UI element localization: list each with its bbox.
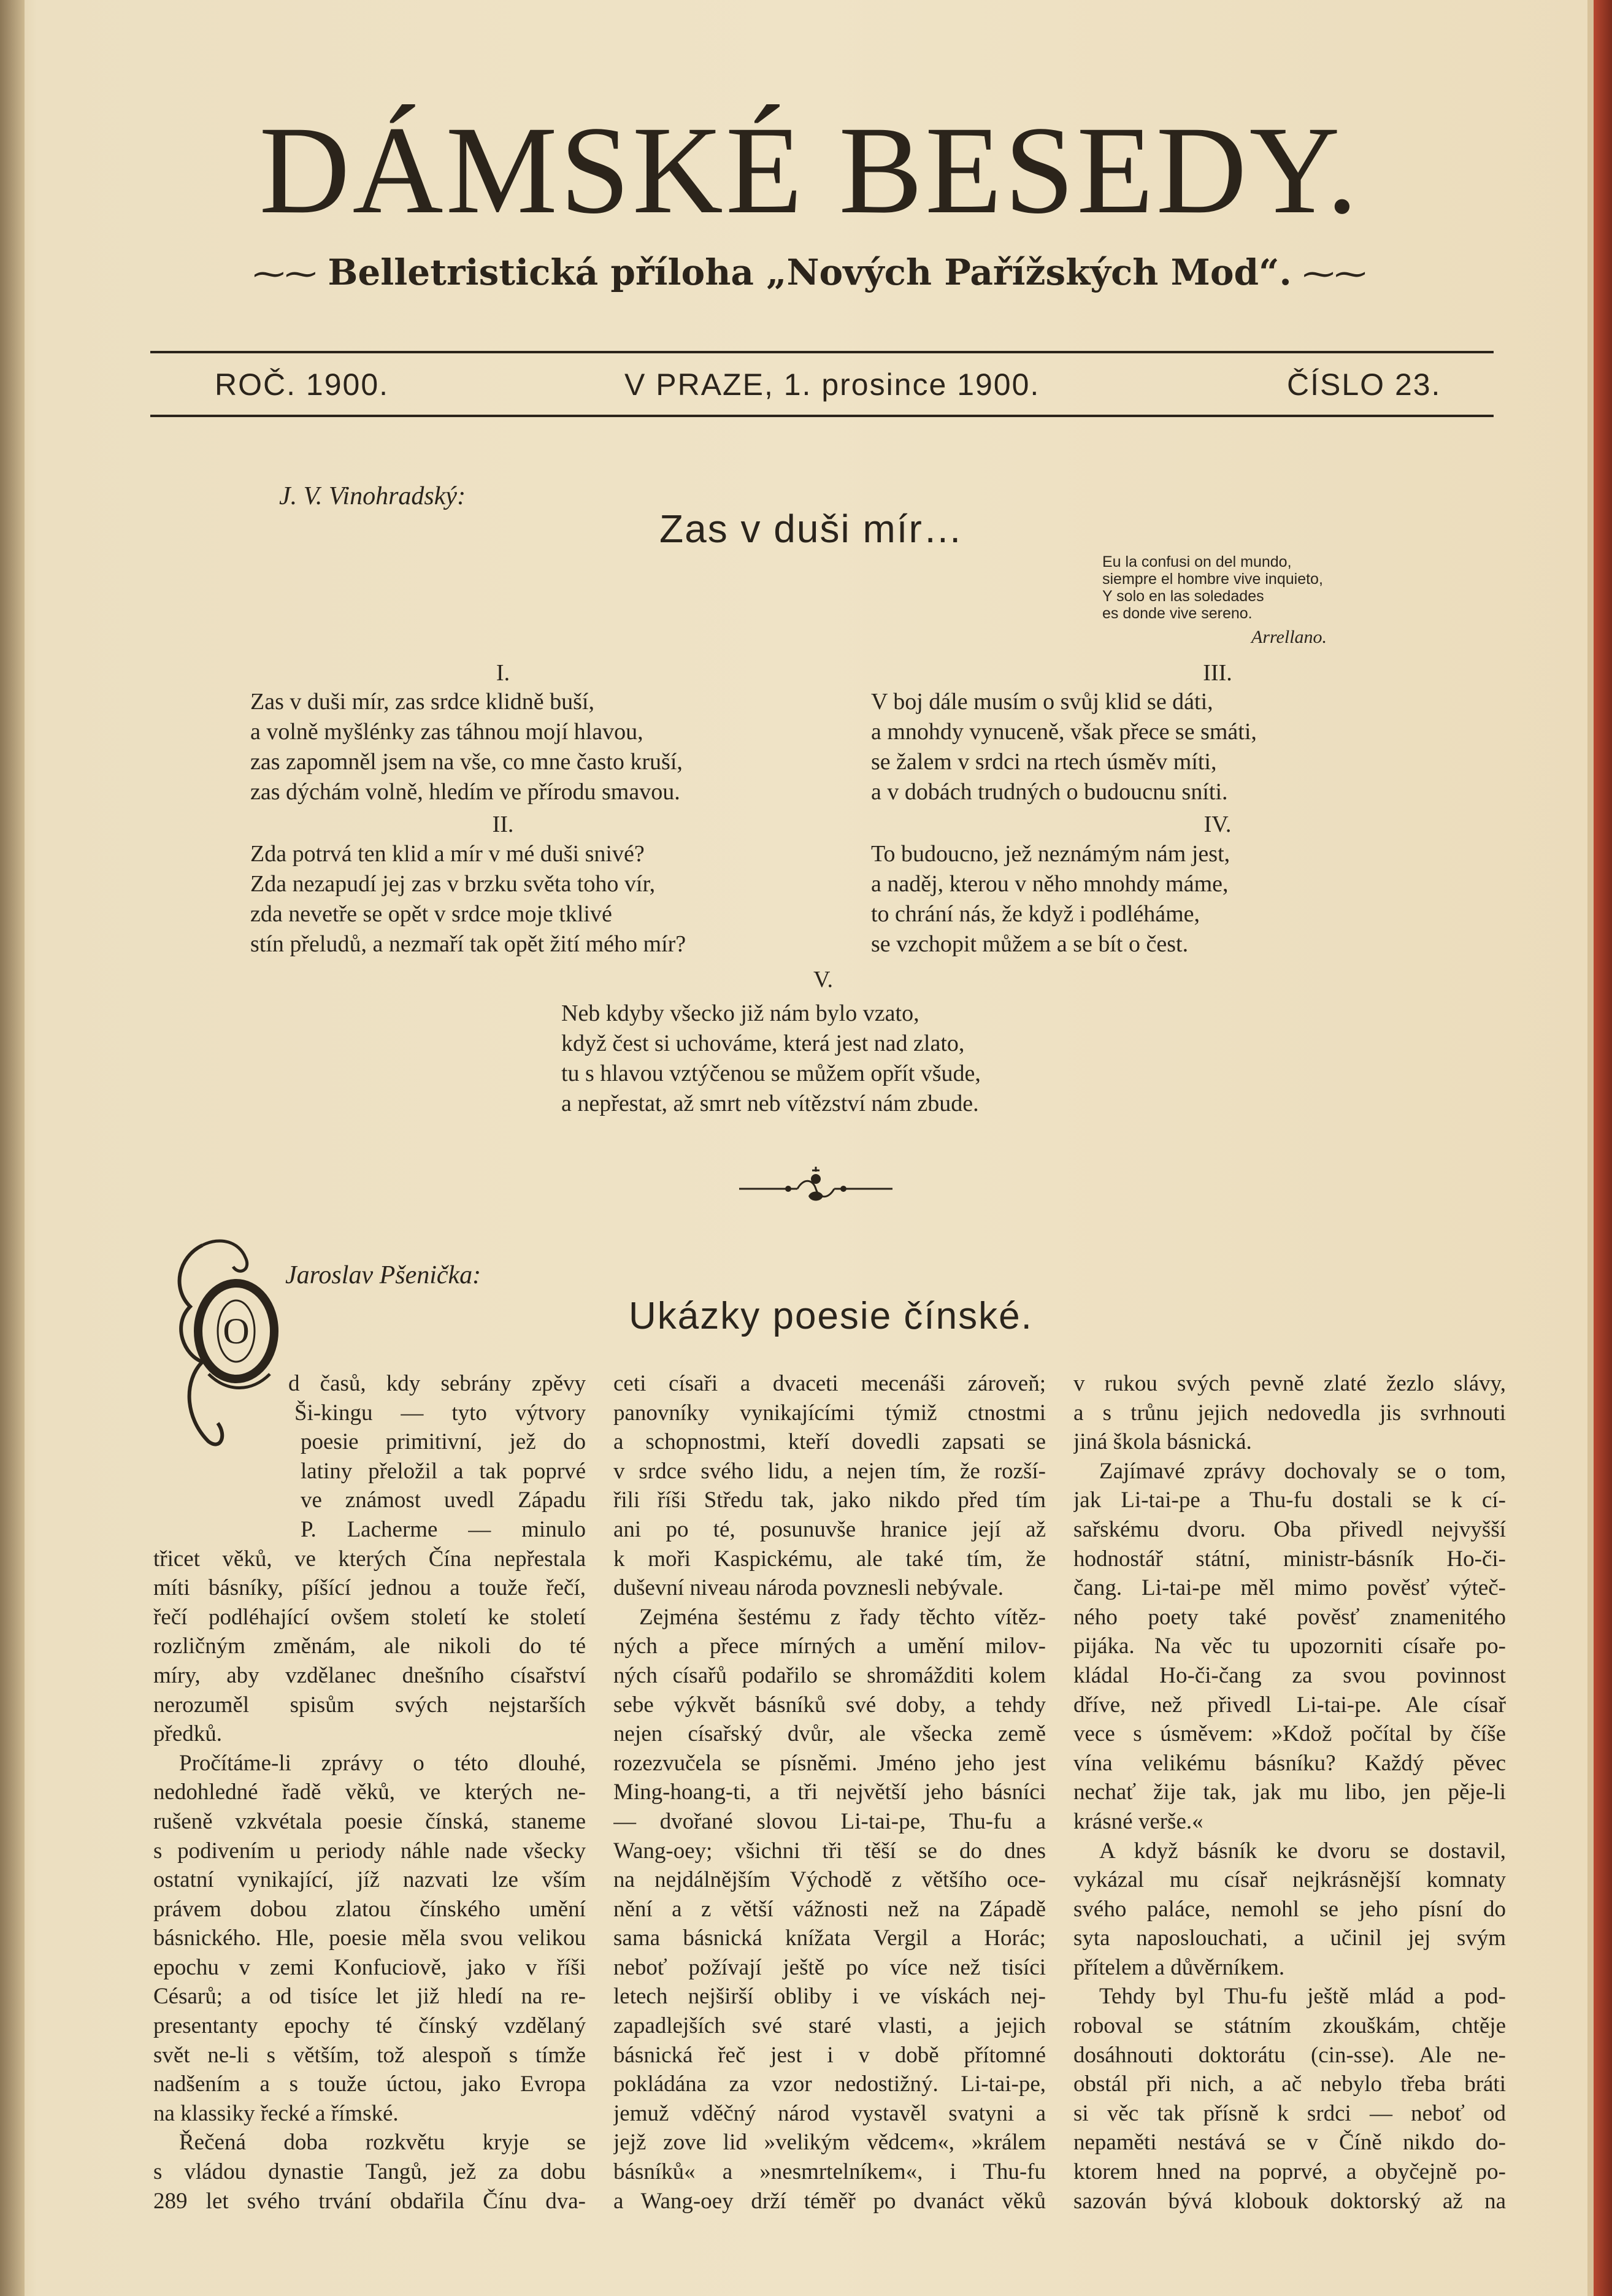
bottom-rule [150,415,1494,417]
article-column-1: d časů, kdy sebrány zpěvy Ši-kingu — tyto výtvory poesie primitivní, jež do latiny přeložil a tak poprvé ve známost uvedl Západu P. Lacherme — minulo třicet věků, ve kterých Čína nepřestala míti básníky, píšící jednou a touže řečí, řečí podléhající ovšem století ke století rozličným změnám, ale nikoli do té míry, aby vzdělanec dnešního císařství nerozuměl spisům svých nejstarších předků. Pročítáme-li zprávy o této dlouhé, nedohledné řadě věků, ve kterých ne- rušeně vzkvétala poesie čínská, staneme s podivením u periody náhle nade všecky ostatní vynikající, jíž nazvati lze vším právem dobou zlatou čínského umění básnického. Hle, poesie měla svou velikou epochu v zemi Konfuciově, jako v říši Césarů; a od tisíce let již hledí na re- presentanty epochy té čínský vzdělaný svět ne-li s větším, tož alespoň s tímže nadšením a s touže úctou, jako Evropa na klassiky řecké a římské. Řečená doba rozkvětu kryje se s vládou dynastie Tangů, jež za dobu 289 let svého trvání obdařila Čínu dva- [153,1371,586,2214]
article-column-2: ceti císaři a dvaceti mecenáši zároveň; panovníky vynikajícími týmiž ctnostmi a schopnostmi, kteří dovedli zapsati se v srdce svého lidu, a nejen tím, že rozší- řili říši Středu tak, jako nikdo před tím ani po té, posunuvše hranice její až k moři Kaspickému, ale také tím, že duševní niveau národa povznesli nebývale. Zejména šestému z řady těchto vítěz- ných a přece mírných a umění milov- ných císařů podařilo se shromážditi kolem sebe výkvět básníků své doby, a tehdy nejen císařský dvůr, ale všecka země rozezvučela se písněmi. Jméno jeho jest Ming-hoang-ti, a tři největší jeho básníci — dvořané slovou Li-tai-pe, Thu-fu a Wang-oey; všichni tři těší se do dnes na nejdálnějším Východě z většího oce- nění a z větší vážnosti než na Západě sama básnická knížata Vergil a Horác; neboť požívají ještě po více než tisíci letech nejširší obliby i ve vískách nej- zapadlejších své staré vlasti, a jejich básnická řeč jest i v době přítomné pokládána za vzor nedostižný. Li-tai-pe, jemuž vděčný národ vystavěl svatyni a jejž zove lid »velikým vědcem«, »králem básníků« a »nesmrtelníkem«, i Thu-fu a Wang-oey drží téměř po dvanáct věků [613,1371,1046,2214]
stanza-numeral: II. [492,812,514,837]
binding-edge [1594,0,1612,2296]
poem-title: Zas v duši mír… [659,507,964,551]
epigraph-author: Arrellano. [1251,627,1327,647]
stanza: Zda potrvá ten klid a mír v mé duši snivé? Zda nezapudí jej zas v brzku světa toho vír, zda nevetře se opět v srdce moje tklivé stín přeludů, a nezmaří tak opět žití mého mír? [250,841,686,957]
ornament-left-icon: ⁓⁓ [253,256,317,293]
article-column-3: v rukou svých pevně zlaté žezlo slávy, a s trůnu jejich nedovedla jis svrhnouti jiná škola básnická. Zajímavé zprávy dochovaly se o tom, jak Li-tai-pe a Thu-fu dostali se k cí- sařskému dvoru. Oba přivedl nejvyšší hodnostář státní, ministr-básník Ho-či- čang. Li-tai-pe měl mimo pověsť výteč- ného poety také pověsť znamenitého pijáka. Na věc tu upozorniti císaře po- kládal Ho-či-čang za svou povinnost dříve, než přivedl Li-tai-pe. Ale císař vece s úsměvem: »Kdož počítal by číše vína velikému básníku? Každý pěvec nechať žije tak, jak mu libo, jen pěje-li krásné verše.« A když básník ke dvoru se dostavil, vykázal mu císař nejkrásnější komnaty svého paláce, nemohl se jeho písní do syta naposlouchati, a učinil jej svým přítelem a důvěrníkem. Tehdy byl Thu-fu ještě mlád a pod- roboval se státním zkouškám, chtěje dosáhnouti doktorátu (cin-sse). Ale ne- obstál při nich, a ač nebylo třeba bráti si věc tak přísně k srdci — neboť od nepaměti nestává se v Číně nikdo do- ktorem hned na poprvé, a obyčejně po- sazován bývá klobouk doktorský až na [1073,1371,1506,2214]
stanza-numeral: IV. [1203,812,1232,837]
article-title: Ukázky poesie čínské. [629,1295,1033,1337]
stanza: Neb kdyby všecko již nám bylo vzato, když čest si uchováme, která jest nad zlato, tu s hlavou vztýčenou se můžem opřít všude, a nepřestat, až smrt neb vítězství nám zbude. [561,1000,981,1116]
ornament-right-icon: ⁓⁓ [1302,256,1367,293]
stanza: To budoucno, jež neznámým nám jest, a naděj, kterou v něho mnohdy máme, to chrání nás, že když i podléháme, se vzchopit můžem a se bít o čest. [871,841,1230,957]
issue-place-date: V PRAZE, 1. prosince 1900. [624,367,1040,402]
masthead-title: DÁMSKÉ BESEDY. [259,101,1361,240]
page-edge [1587,0,1594,2296]
poem-author: J. V. Vinohradský: [279,482,466,510]
masthead-subtitle [184,251,1435,293]
epigraph: Eu la confusi on del mundo, siempre el hombre vive inquieto, Y solo en las soledades es donde vive sereno. [1102,553,1323,622]
stanza: Zas v duši mír, zas srdce klidně buší, a volně myšlénky zas táhnou mojí hlavou, zas zapomněl jsem na vše, co mne často kruší, zas dýchám volně, hledím ve přírodu smavou. [250,689,683,805]
stanza-numeral: V. [813,967,834,993]
drop-cap-letter: O [223,1311,250,1351]
binding-spine [0,0,25,2296]
issue-number: ČÍSLO 23. [1287,367,1441,402]
floral-divider-icon [736,1165,896,1208]
stanza: V boj dále musím o svůj klid se dáti, a mnohdy vynuceně, však přece se smáti, se žalem v srdci na rtech úsměv míti, a v dobách trudných o budoucnu sníti. [871,689,1257,805]
article-author: Jaroslav Pšenička: [285,1261,482,1289]
stanza-numeral: III. [1203,660,1232,686]
issue-year: ROČ. 1900. [215,367,390,402]
top-rule [150,351,1494,353]
subtitle-text: Belletristická příloha „Nových Pařížských Mod“. [328,251,1292,293]
stanza-numeral: I. [496,660,510,686]
